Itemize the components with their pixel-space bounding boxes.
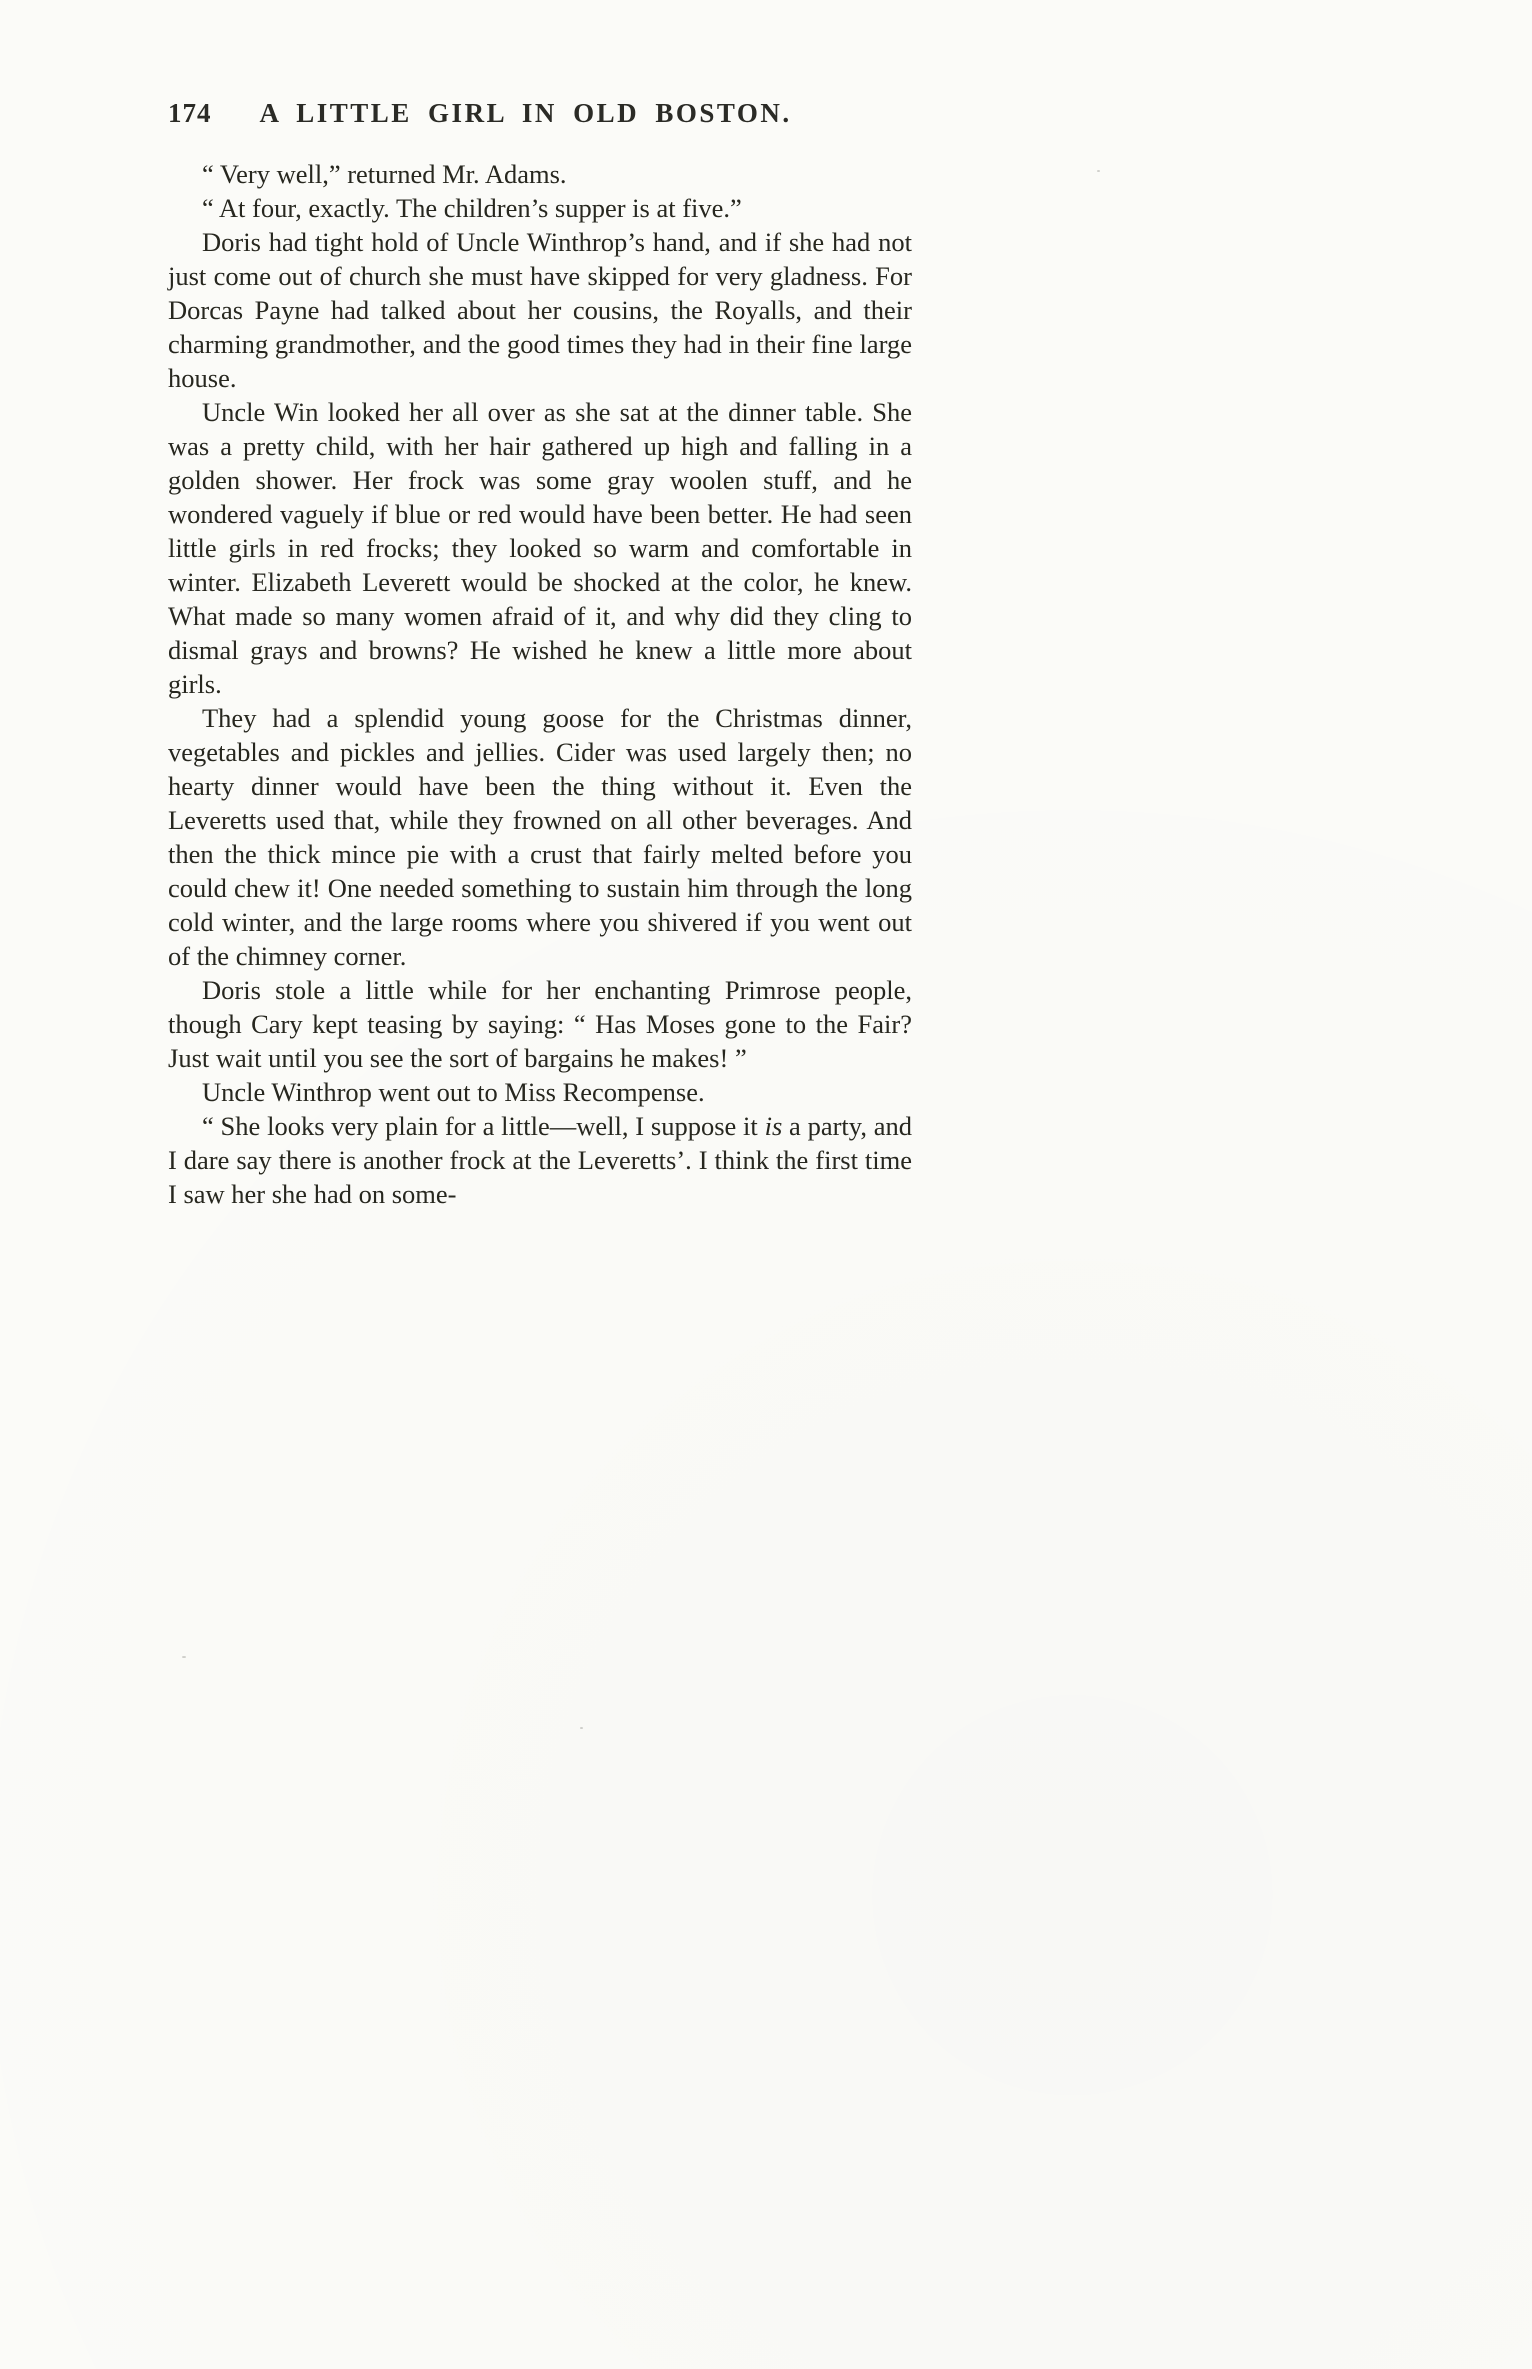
- paragraph: [168, 1075, 912, 1109]
- scan-speck: [1097, 170, 1100, 172]
- paragraph: [168, 1109, 912, 1211]
- text-run: a party, and I dare say there is another frock at the Leveretts’. I think the first time I saw her she had on some-: [168, 1111, 912, 1209]
- body-text: [168, 157, 912, 1211]
- page-header: [168, 98, 912, 129]
- paragraph: [168, 395, 912, 701]
- paragraph: [168, 973, 912, 1075]
- text-run: “ She looks very plain for a little—well, I suppose it: [202, 1111, 765, 1141]
- paragraph: [168, 157, 912, 191]
- scan-speck: [580, 1727, 583, 1729]
- text-run: Uncle Win looked her all over as she sat at the dinner table. She was a pretty child, with her hair gathered up high and falling in a golden shower. Her frock was some gray woolen stuff, and he wondered vaguely if blue or red would have been better. He had seen little girls in red frocks; they looked so warm and comfortable in winter. Elizabeth Leverett would be shocked at the color, he knew. What made so many women afraid of it, and why did they cling to dismal grays and browns? He wished he knew a little more about girls.: [168, 397, 912, 699]
- text-run: “ Very well,” returned Mr. Adams.: [202, 159, 567, 189]
- text-run: “ At four, exactly. The children’s supper is at five.”: [202, 193, 742, 223]
- text-run: Uncle Winthrop went out to Miss Recompense.: [202, 1077, 705, 1107]
- paragraph: [168, 191, 912, 225]
- page-title: A LITTLE GIRL IN OLD BOSTON.: [259, 98, 792, 128]
- italic-text: is: [764, 1111, 783, 1141]
- scan-speck: [182, 1656, 186, 1658]
- text-run: Doris had tight hold of Uncle Winthrop’s hand, and if she had not just come out of church she must have skipped for very gladness. For Dorcas Payne had talked about her cousins, the Royalls, and their charming grandmother, and the good times they had in their fine large house.: [168, 227, 912, 393]
- text-run: They had a splendid young goose for the Christmas dinner, vegetables and pickles and jellies. Cider was used largely then; no hearty dinner would have been the thing without it. Even the Leveretts used that, while they frowned on all other beverages. And then the thick mince pie with a crust that fairly melted before you could chew it! One needed something to sustain him through the long cold winter, and the large rooms where you shivered if you went out of the chimney corner.: [168, 703, 912, 971]
- text-run: Doris stole a little while for her enchanting Primrose people, though Cary kept teasing by saying: “ Has Moses gone to the Fair? Just wait until you see the sort of bargains he makes! ”: [168, 975, 912, 1073]
- page-content: [168, 98, 912, 1211]
- paragraph: [168, 225, 912, 395]
- paragraph: [168, 701, 912, 973]
- page-number: 174: [168, 98, 212, 128]
